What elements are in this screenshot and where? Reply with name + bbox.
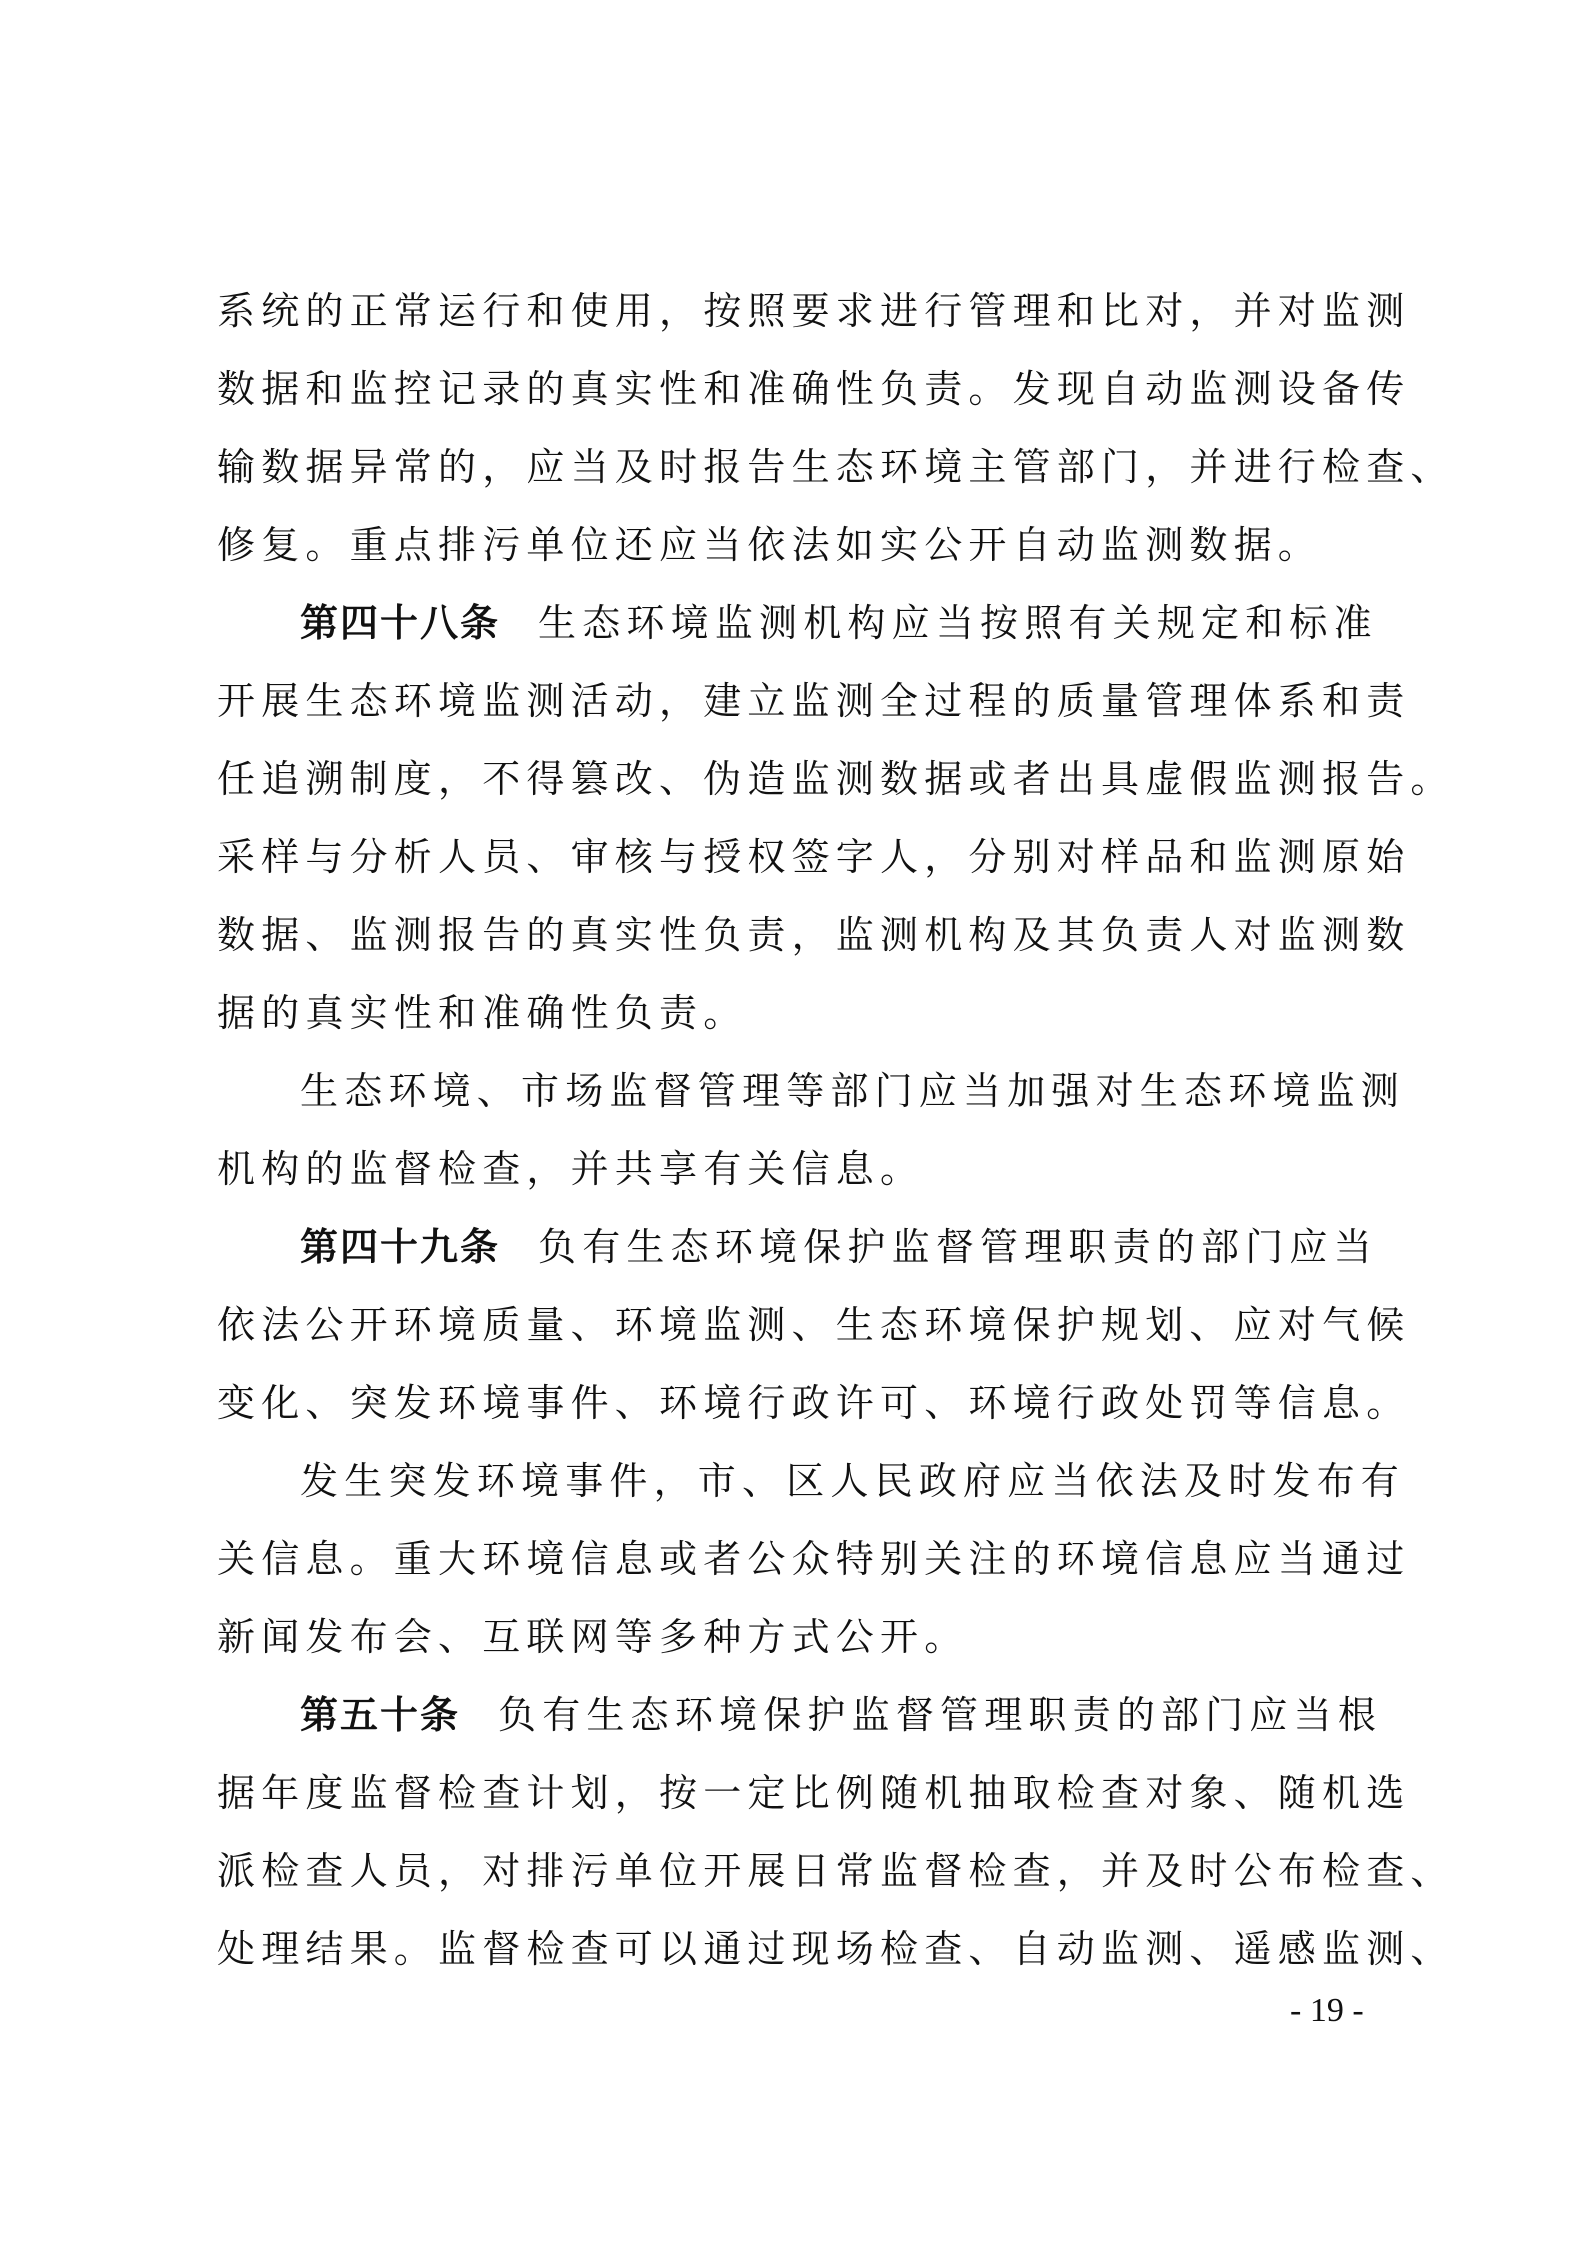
text-line	[217, 662, 1411, 740]
text-line	[217, 1208, 1377, 1286]
article-heading: 第四十八条	[300, 601, 501, 645]
text-line	[217, 1364, 1411, 1442]
article-heading: 第五十条	[300, 1693, 461, 1737]
line-text: 派检查人员，对排污单位开展日常监督检查，并及时公布检查、	[217, 1849, 1455, 1893]
line-text: 系统的正常运行和使用，按照要求进行管理和比对，并对监测	[217, 289, 1411, 333]
text-line	[217, 1520, 1411, 1598]
text-line	[217, 272, 1411, 350]
article-heading: 第四十九条	[300, 1225, 501, 1269]
line-text: 据年度监督检查计划，按一定比例随机抽取检查对象、随机选	[217, 1771, 1411, 1815]
text-line	[217, 1598, 1377, 1676]
text-line	[217, 1676, 1383, 1754]
line-text: 发生突发环境事件，市、区人民政府应当依法及时发布有	[300, 1459, 1406, 1503]
text-line	[217, 350, 1411, 428]
text-line	[217, 1442, 1406, 1520]
text-line	[217, 1754, 1411, 1832]
line-text: 负有生态环境保护监督管理职责的部门应当根	[498, 1693, 1383, 1737]
line-text: 生态环境监测机构应当按照有关规定和标准	[538, 601, 1378, 645]
line-text: 数据、监测报告的真实性负责，监测机构及其负责人对监测数	[217, 913, 1411, 957]
text-line	[217, 740, 1455, 818]
line-text: 新闻发布会、互联网等多种方式公开。	[217, 1615, 969, 1659]
text-line	[217, 1910, 1455, 1988]
line-text: 生态环境、市场监督管理等部门应当加强对生态环境监测	[300, 1069, 1406, 1113]
line-text: 任追溯制度，不得篡改、伪造监测数据或者出具虚假监测报告。	[217, 757, 1455, 801]
body-text	[217, 272, 1455, 1988]
line-text: 开展生态环境监测活动，建立监测全过程的质量管理体系和责	[217, 679, 1411, 723]
line-text: 变化、突发环境事件、环境行政许可、环境行政处罚等信息。	[217, 1381, 1411, 1425]
text-line	[217, 506, 1377, 584]
text-line	[217, 584, 1377, 662]
text-line	[217, 1286, 1411, 1364]
line-text: 据的真实性和准确性负责。	[217, 991, 748, 1035]
text-line	[217, 974, 1377, 1052]
text-line	[217, 1130, 1377, 1208]
line-text: 输数据异常的，应当及时报告生态环境主管部门，并进行检查、	[217, 445, 1455, 489]
line-text: 数据和监控记录的真实性和准确性负责。发现自动监测设备传	[217, 367, 1411, 411]
text-line	[217, 1052, 1406, 1130]
text-line	[217, 896, 1411, 974]
text-line	[217, 818, 1411, 896]
line-text: 机构的监督检查，并共享有关信息。	[217, 1147, 925, 1191]
line-text: 修复。重点排污单位还应当依法如实公开自动监测数据。	[217, 523, 1323, 567]
page-number: - 19 -	[1290, 1992, 1364, 2029]
line-text: 采样与分析人员、审核与授权签字人，分别对样品和监测原始	[217, 835, 1411, 879]
text-line	[217, 428, 1455, 506]
line-text: 负有生态环境保护监督管理职责的部门应当	[538, 1225, 1378, 1269]
text-line	[217, 1832, 1455, 1910]
line-text: 处理结果。监督检查可以通过现场检查、自动监测、遥感监测、	[217, 1927, 1455, 1971]
line-text: 依法公开环境质量、环境监测、生态环境保护规划、应对气候	[217, 1303, 1411, 1347]
line-text: 关信息。重大环境信息或者公众特别关注的环境信息应当通过	[217, 1537, 1411, 1581]
